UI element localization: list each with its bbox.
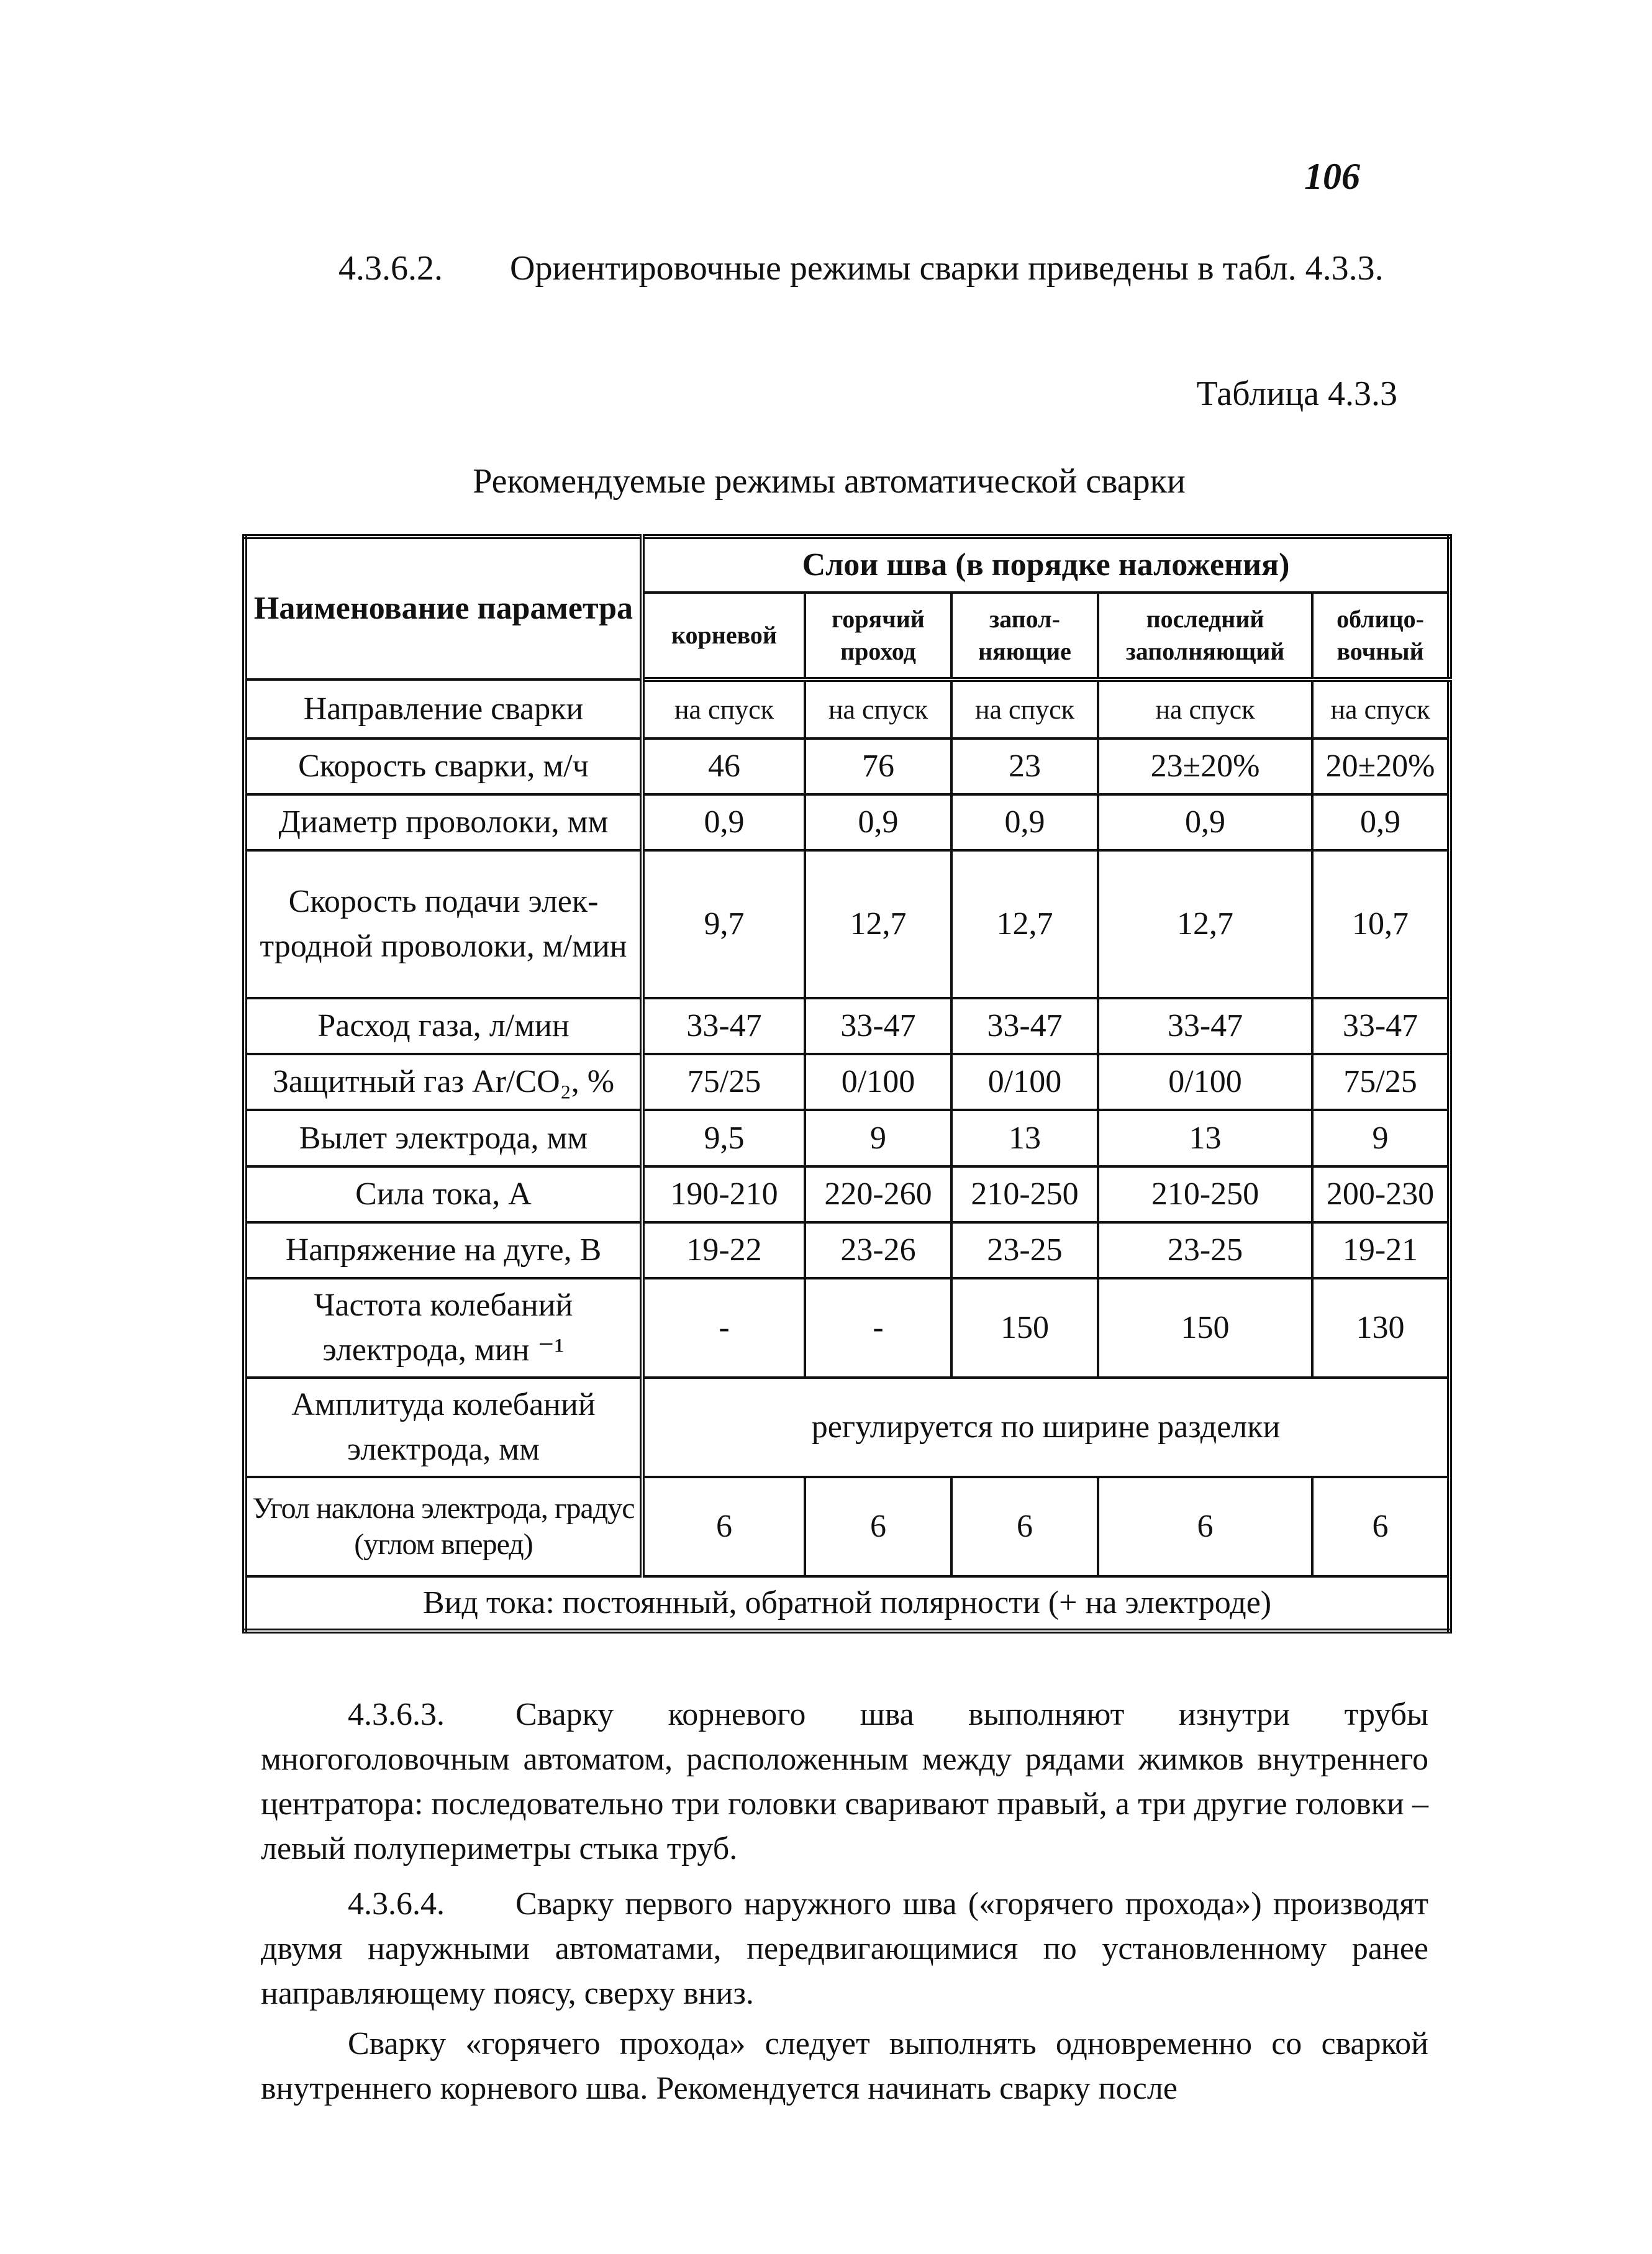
- layer-header-hot-pass: горячий проход: [805, 593, 951, 679]
- cell-value: 150: [1098, 1278, 1312, 1378]
- cell-value: 0,9: [1312, 794, 1450, 850]
- row-param: Напряжение на дуге, В: [245, 1222, 642, 1278]
- current-type-note: Вид тока: постоянный, обратной полярности (+ на электроде): [245, 1576, 1450, 1631]
- cell-value: на спуск: [951, 679, 1098, 738]
- cell-value: 9,5: [642, 1110, 805, 1166]
- cell-value: -: [642, 1278, 805, 1378]
- cell-value: 0/100: [951, 1054, 1098, 1110]
- cell-value: 13: [951, 1110, 1098, 1166]
- cell-value: 0,9: [951, 794, 1098, 850]
- param-column-header: Наименование параметра: [245, 537, 642, 679]
- table-row: [245, 1378, 1450, 1477]
- cell-value: 210-250: [951, 1166, 1098, 1222]
- cell-value: 33-47: [951, 998, 1098, 1054]
- clause-number: 4.3.6.3.: [348, 1697, 445, 1732]
- table-row: [245, 850, 1450, 998]
- row-param: Угол наклона электрода, градус (углом вперед): [245, 1477, 642, 1576]
- cell-value: 12,7: [951, 850, 1098, 998]
- paragraph-hot-pass: [261, 2022, 1428, 2111]
- cell-value: 190-210: [642, 1166, 805, 1222]
- cell-value: 20±20%: [1312, 738, 1450, 794]
- cell-value: 6: [951, 1477, 1098, 1576]
- cell-value: 9: [1312, 1110, 1450, 1166]
- layer-header-filling: запол-няющие: [951, 593, 1098, 679]
- table-footer-row: [245, 1576, 1450, 1631]
- row-param: Частота колебаний электрода, мин ⁻¹: [245, 1278, 642, 1378]
- cell-value: 76: [805, 738, 951, 794]
- row-param: Защитный газ Ar/CO₂, %: [245, 1054, 642, 1110]
- cell-value: на спуск: [1312, 679, 1450, 738]
- cell-value: 6: [805, 1477, 951, 1576]
- paragraph-4-3-6-4: [261, 1882, 1428, 2016]
- row-param: Скорость сварки, м/ч: [245, 738, 642, 794]
- welding-regimes-table: [242, 534, 1452, 1634]
- cell-value: 200-230: [1312, 1166, 1450, 1222]
- cell-value: 46: [642, 738, 805, 794]
- cell-value: -: [805, 1278, 951, 1378]
- cell-value: 6: [1098, 1477, 1312, 1576]
- cell-value: 0,9: [805, 794, 951, 850]
- cell-value: 23±20%: [1098, 738, 1312, 794]
- cell-value: 130: [1312, 1278, 1450, 1378]
- cell-value: 6: [1312, 1477, 1450, 1576]
- intro-text: Ориентировочные режимы сварки приведены в табл. 4.3.3.: [510, 249, 1384, 288]
- table-label: Таблица 4.3.3: [1196, 375, 1397, 413]
- table-row: [245, 738, 1450, 794]
- cell-value: 6: [642, 1477, 805, 1576]
- cell-value: 220-260: [805, 1166, 951, 1222]
- table-row: [245, 1477, 1450, 1576]
- paragraph-text: Сварку «горячего прохода» следует выполнять одновременно со сваркой внутреннего корневого шва. Рекомендуется начинать сварку после: [261, 2026, 1428, 2106]
- layer-header-cap: облицо-вочный: [1312, 593, 1450, 679]
- row-param: Направление сварки: [245, 679, 642, 738]
- row-param: Сила тока, А: [245, 1166, 642, 1222]
- table-row: [245, 1110, 1450, 1166]
- row-param: Скорость подачи элек-тродной проволоки, м/мин: [245, 850, 642, 998]
- cell-value: на спуск: [1098, 679, 1312, 738]
- cell-value: 75/25: [1312, 1054, 1450, 1110]
- cell-value: 33-47: [805, 998, 951, 1054]
- cell-value: 12,7: [1098, 850, 1312, 998]
- table-row: [245, 794, 1450, 850]
- table-row: [245, 1166, 1450, 1222]
- paragraph-text: Сварку первого наружного шва («горячего прохода») производят двумя наружными автоматами, передвигающимися по установленному ранее направляющему поясу, сверху вниз.: [261, 1886, 1428, 2011]
- cell-value: 19-21: [1312, 1222, 1450, 1278]
- cell-value: 23-26: [805, 1222, 951, 1278]
- intro-clause-number: 4.3.6.2.: [338, 249, 443, 288]
- cell-value: 210-250: [1098, 1166, 1312, 1222]
- row-param: Расход газа, л/мин: [245, 998, 642, 1054]
- cell-value: 33-47: [1098, 998, 1312, 1054]
- table-row: [245, 998, 1450, 1054]
- cell-value: 33-47: [642, 998, 805, 1054]
- table-title: Рекомендуемые режимы автоматической сварки: [473, 462, 1186, 501]
- amplitude-value: регулируется по ширине разделки: [642, 1378, 1450, 1477]
- cell-value: 9: [805, 1110, 951, 1166]
- table-row: [245, 1222, 1450, 1278]
- intro-line: [338, 245, 1518, 291]
- row-param: Диаметр проволоки, мм: [245, 794, 642, 850]
- layers-header: Слои шва (в порядке наложения): [642, 537, 1450, 593]
- cell-value: 13: [1098, 1110, 1312, 1166]
- page-number: 106: [1304, 156, 1360, 197]
- row-param: Амплитуда колебаний электрода, мм: [245, 1378, 642, 1477]
- cell-value: 12,7: [805, 850, 951, 998]
- cell-value: 23-25: [1098, 1222, 1312, 1278]
- cell-value: 33-47: [1312, 998, 1450, 1054]
- cell-value: 0/100: [805, 1054, 951, 1110]
- paragraph-4-3-6-3: [261, 1693, 1428, 1871]
- cell-value: 23-25: [951, 1222, 1098, 1278]
- paragraph-text: Сварку корневого шва выполняют изнутри трубы многоголовочным автоматом, расположенным между рядами жимков внутреннего центратора: последовательно три головки сваривают правый, а три другие головки – левый полупериметры стыка труб.: [261, 1697, 1428, 1866]
- cell-value: 10,7: [1312, 850, 1450, 998]
- cell-value: 9,7: [642, 850, 805, 998]
- cell-value: 19-22: [642, 1222, 805, 1278]
- cell-value: на спуск: [805, 679, 951, 738]
- cell-value: на спуск: [642, 679, 805, 738]
- layer-header-last-filling: последний заполняющий: [1098, 593, 1312, 679]
- layer-header-root: корневой: [642, 593, 805, 679]
- cell-value: 75/25: [642, 1054, 805, 1110]
- row-param: Вылет электрода, мм: [245, 1110, 642, 1166]
- clause-number: 4.3.6.4.: [348, 1886, 445, 1922]
- cell-value: 23: [951, 738, 1098, 794]
- cell-value: 150: [951, 1278, 1098, 1378]
- cell-value: 0,9: [1098, 794, 1312, 850]
- cell-value: 0/100: [1098, 1054, 1312, 1110]
- table-row: [245, 679, 1450, 738]
- table-row: [245, 1054, 1450, 1110]
- table-row: [245, 1278, 1450, 1378]
- cell-value: 0,9: [642, 794, 805, 850]
